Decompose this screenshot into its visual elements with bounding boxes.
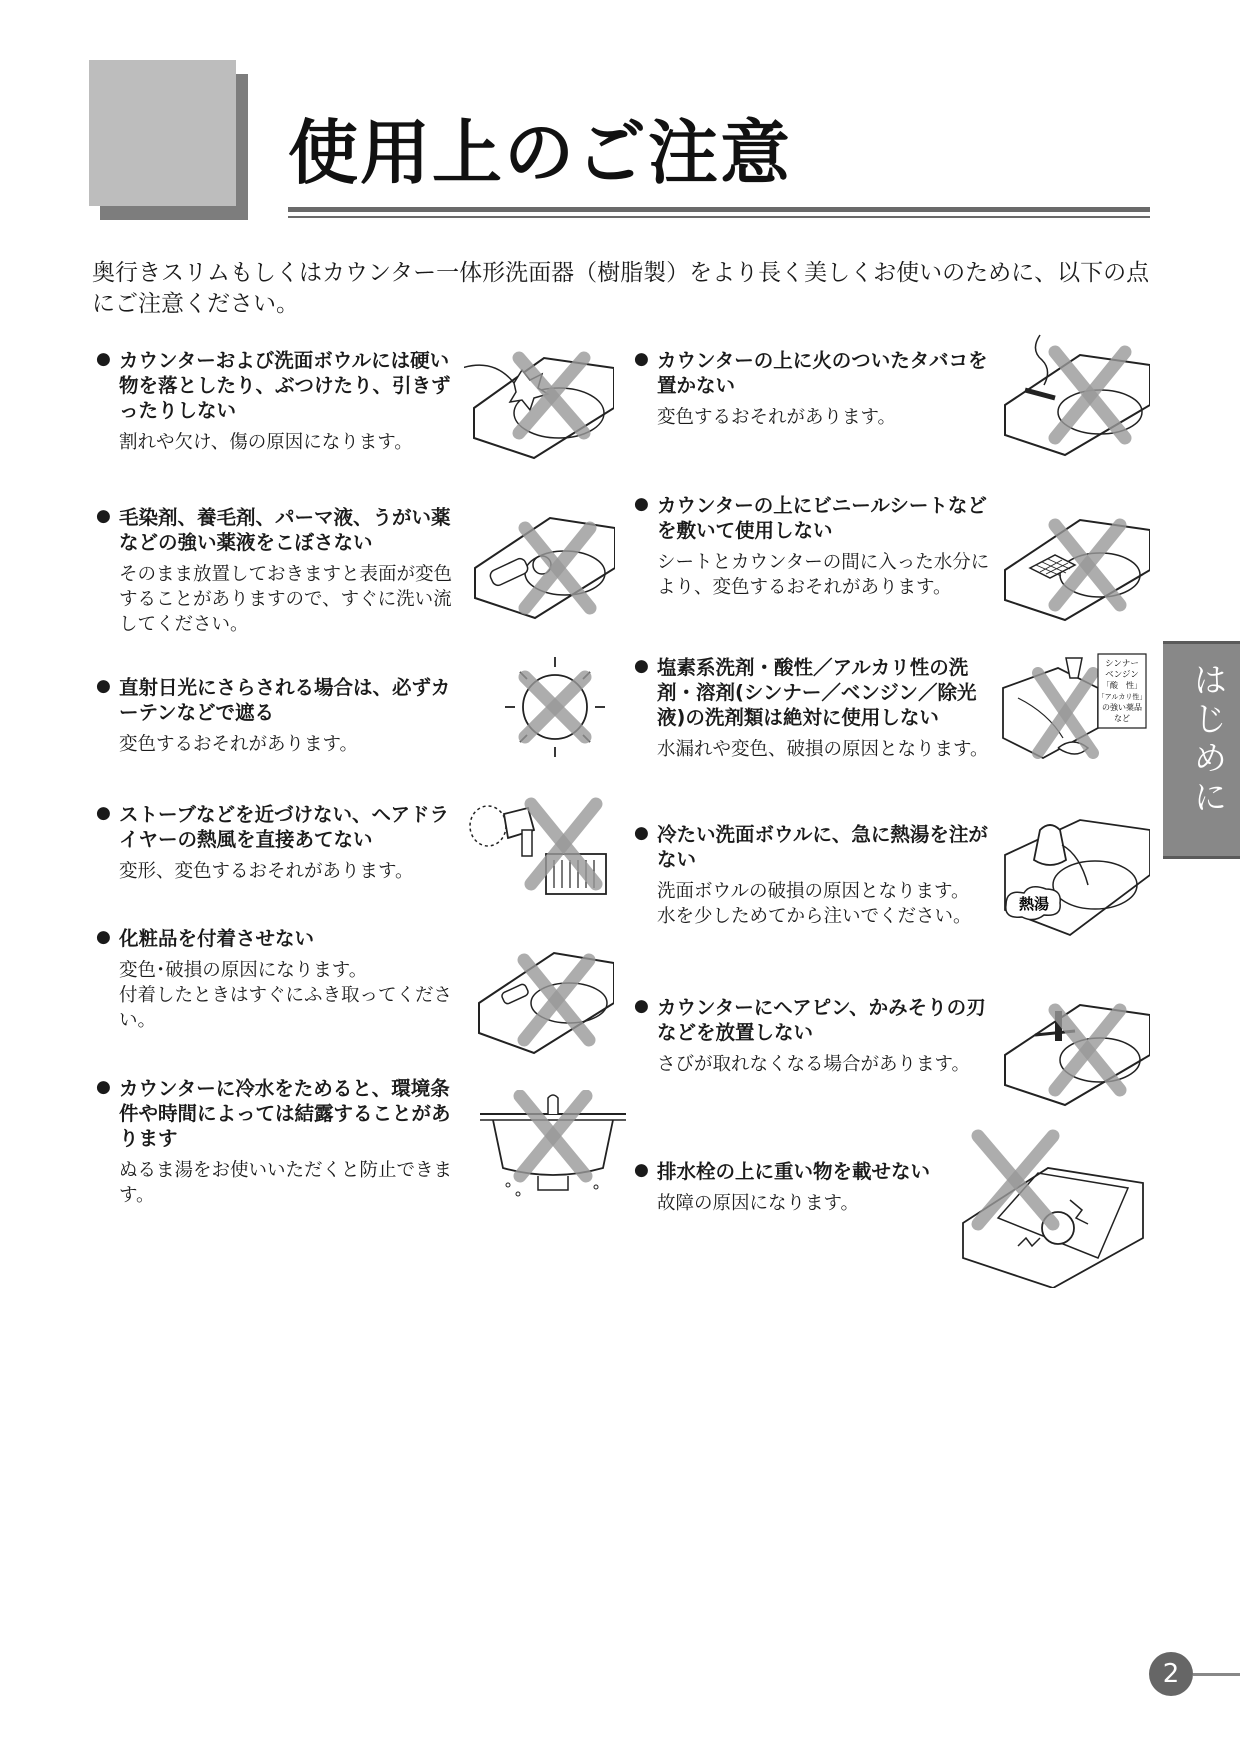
caution-heading: 塩素系洗剤・酸性／アルカリ性の洗剤・溶剤(シンナー／ベンジン／除光液)の洗剤類は絶対に使用しない xyxy=(657,656,977,729)
caution-note: ぬるま湯をお使いいただくと防止できます。 xyxy=(119,1160,453,1206)
title-rule xyxy=(288,207,1150,212)
bullet-icon: ● xyxy=(96,1077,111,1097)
cosmetics-illustration xyxy=(474,948,614,1068)
caution-note: 水漏れや変色、破損の原因となります。 xyxy=(657,739,989,760)
caution-heading: 冷たい洗面ボウルに、急に熱湯を注がない xyxy=(657,823,988,871)
caution-item xyxy=(96,802,456,884)
bullet-icon: ● xyxy=(96,927,111,947)
caution-note: 割れや欠け、傷の原因になります。 xyxy=(119,432,413,453)
caution-heading: カウンターの上に火のついたタバコを置かない xyxy=(657,349,988,397)
section-tab[interactable] xyxy=(1163,641,1240,859)
hot-water-label: 熱湯 xyxy=(1018,895,1050,913)
caution-note: そのまま放置しておきますと表面が変色することがありますので、すぐに洗い流してください。 xyxy=(119,564,453,635)
intro-text: 奥行きスリムもしくはカウンター一体形洗面器（樹脂製）をより長く美しくお使いのために、以下の点にご注意ください。 xyxy=(92,260,1150,317)
caution-item xyxy=(634,493,994,600)
caution-heading: カウンターの上にビニールシートなどを敷いて使用しない xyxy=(657,494,987,542)
bullet-icon: ● xyxy=(96,803,111,823)
caution-heading: カウンターにヘアピン、かみそりの刃などを放置しない xyxy=(657,996,986,1044)
caution-note: シートとカウンターの間に入った水分により、変色するおそれがあります。 xyxy=(657,552,990,598)
cigarette-illustration xyxy=(1000,330,1150,460)
hairpin-razor-illustration xyxy=(1000,995,1150,1125)
chemical-label: 「アルカリ性」 xyxy=(1097,693,1147,701)
caution-item xyxy=(96,1076,456,1208)
caution-heading: 直射日光にさらされる場合は、必ずカーテンなどで遮る xyxy=(119,676,451,724)
caution-note: 付着したときはすぐにふき取ってください。 xyxy=(119,985,453,1031)
caution-heading: カウンターおよび洗面ボウルには硬い物を落としたり、ぶつけたり、引きずったりしない xyxy=(119,349,451,422)
caution-note: 変形、変色するおそれがあります。 xyxy=(119,861,414,882)
bullet-icon: ● xyxy=(634,494,649,514)
vinyl-sheet-illustration xyxy=(1000,510,1150,640)
caution-item xyxy=(96,348,456,455)
caution-item xyxy=(96,505,456,637)
caution-heading: ストーブなどを近づけない、ヘアドライヤーの熱風を直接あてない xyxy=(119,803,449,851)
page-title: 使用上のご注意 xyxy=(288,112,792,194)
hot-water-illustration xyxy=(1000,815,1150,945)
caution-note: 変色･破損の原因になります。 xyxy=(119,960,368,981)
bullet-icon: ● xyxy=(634,349,649,369)
bullet-icon: ● xyxy=(634,1160,649,1180)
caution-note: 変色するおそれがあります。 xyxy=(119,734,359,755)
caution-note: 水を少しためてから注いでください。 xyxy=(657,906,972,927)
drain-weight-illustration xyxy=(958,1128,1148,1288)
caution-note: 洗面ボウルの破損の原因となります。 xyxy=(657,881,970,902)
caution-item xyxy=(634,1159,954,1216)
section-tab-label: はじめに xyxy=(1187,662,1227,818)
bullet-icon: ● xyxy=(96,349,111,369)
page-number: 2 xyxy=(1149,1652,1193,1696)
chemical-label: など xyxy=(1114,714,1130,723)
caution-note: さびが取れなくなる場合があります。 xyxy=(657,1054,971,1075)
chemical-spill-illustration xyxy=(470,508,615,638)
caution-item xyxy=(634,822,994,929)
bullet-icon: ● xyxy=(634,823,649,843)
caution-item xyxy=(634,348,994,430)
counter-hard-object-illustration xyxy=(464,338,614,468)
bullet-icon: ● xyxy=(634,996,649,1016)
header-box xyxy=(89,60,236,206)
caution-item xyxy=(96,675,456,757)
caution-item xyxy=(634,995,994,1077)
title-rule-thin xyxy=(288,216,1150,218)
caution-heading: 化粧品を付着させない xyxy=(119,927,315,950)
page-number-rule xyxy=(1193,1673,1240,1676)
bullet-icon: ● xyxy=(96,506,111,526)
caution-item xyxy=(96,926,456,1033)
chemical-label: シンナー xyxy=(1105,659,1139,669)
sunlight-illustration xyxy=(500,652,610,762)
caution-item xyxy=(634,655,994,762)
chemical-label: の強い薬品 xyxy=(1102,703,1142,712)
caution-note: 故障の原因になります。 xyxy=(657,1193,860,1214)
caution-heading: 毛染剤、養毛剤、パーマ液、うがい薬などの強い薬液をこぼさない xyxy=(119,506,451,554)
solvent-illustration xyxy=(998,648,1148,778)
caution-heading: 排水栓の上に重い物を載せない xyxy=(657,1160,931,1183)
caution-note: 変色するおそれがあります。 xyxy=(657,407,897,428)
caution-heading: カウンターに冷水をためると、環境条件や時間によっては結露することがあります xyxy=(119,1077,451,1150)
chemical-label: 「酸 性」 xyxy=(1102,681,1142,690)
heater-dryer-illustration xyxy=(466,794,616,904)
condensation-illustration xyxy=(478,1090,628,1200)
bullet-icon: ● xyxy=(96,676,111,696)
bullet-icon: ● xyxy=(634,656,649,676)
chemical-label: ベンジン xyxy=(1105,670,1139,680)
